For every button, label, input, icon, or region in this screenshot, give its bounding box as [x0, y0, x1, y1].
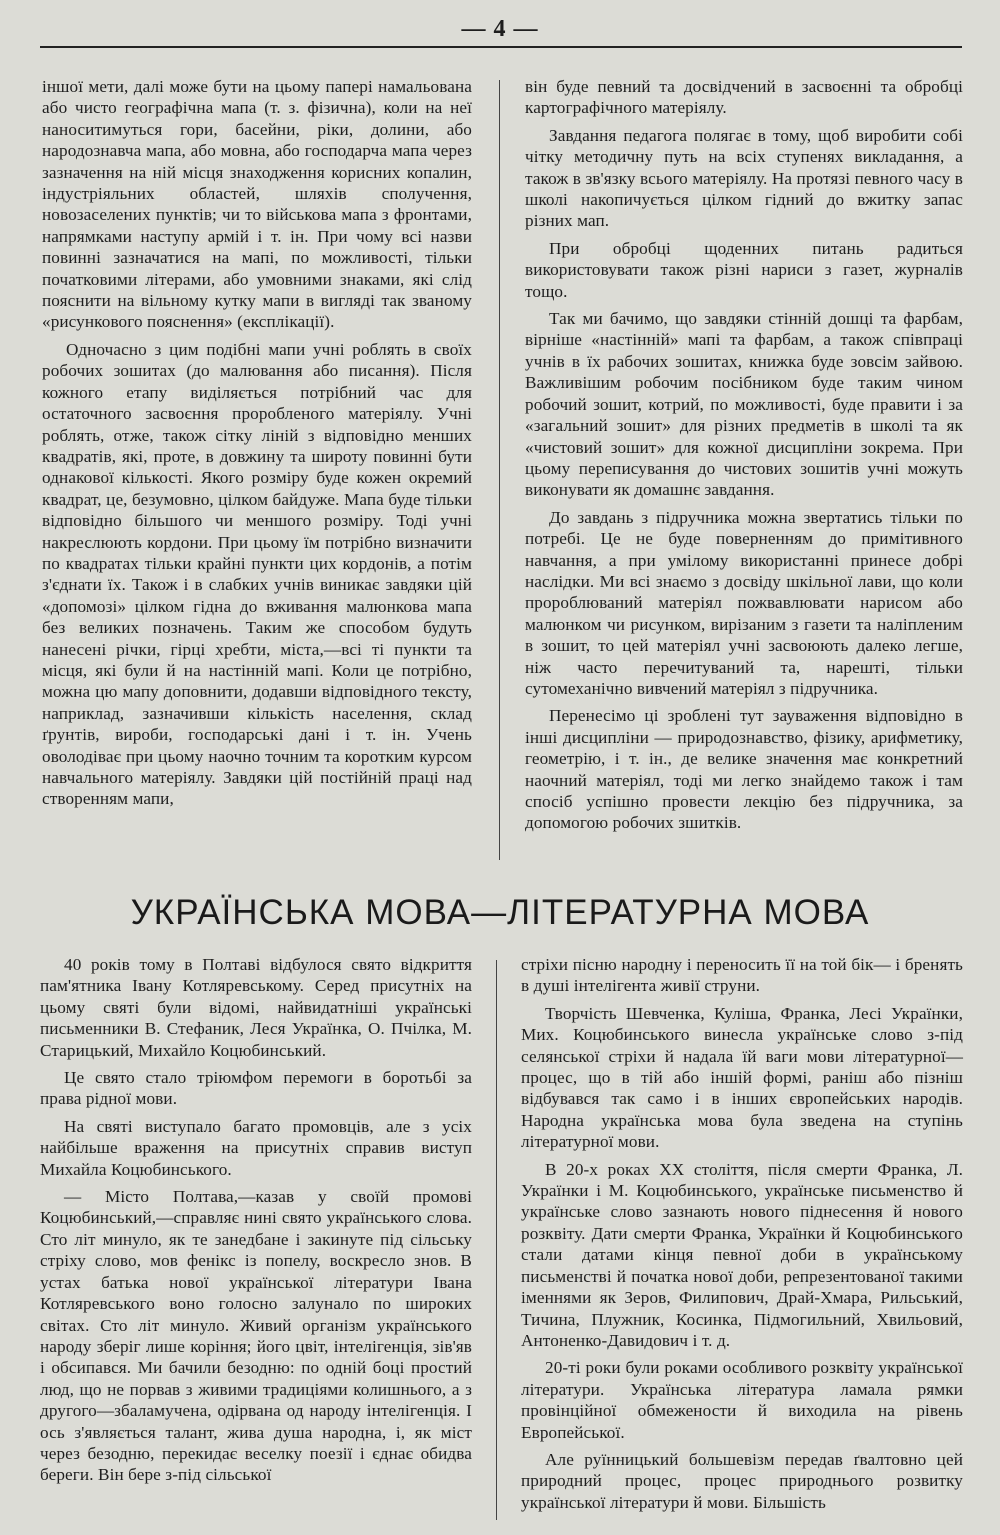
paragraph: Одночасно з цим подібні мапи учні роблять в своїх робочих зошитах (до малювання або писання). Після кожного етапу виділяється потрібний час для остаточного засвоєння проробленого матеріялу. Учні роблять, отже, також сітку ліній з відповідно менших квадратів, які, проте, в довжину та широту повинні бути однакової кількості. Якого розміру буде кожен окремий квадрат, це, безумовно, цілком байдуже. Мапа буде тільки відповідно більшого чи меншого розміру. Тоді учні накреслюють кордони. При цьому їм потрібно визначити по квадратах тільки крайні пункти цих кордонів, а потім з'єднати їх. Також і в слабких учнів виникає завдяки цій «допомозі» цілком гідна до вживання малюнкова мапа без великих позначень. Таким же способом будуть нанесені річки, гірці хребти, міста,—всі ті пункти та місця, які були й на настінній мапі. Коли це потрібно, можна цю мапу доповнити, додавши відповідного тексту, наприклад, зазначивши кількість населення, склад ґрунтів, вироби, господарські дані і т. ін. Учень оволодіває при цьому наочно точним та коротким курсом навчального матеріялу. Завдяки цій постійній праці над створенням мапи,	[42, 339, 472, 809]
paragraph: — Місто Полтава,—казав у своїй промові Коцюбинський,—справляє нині свято українського слова. Сто літ минуло, як те занедбане і закинуте під сільську стріху слово, мов фенікс із попелу, воскресло знов. В устах батька нової української літератури Івана Котляревського воно голосно залунало по широких світах. Сто літ минуло. Живий організм українського народу зберіг лише коріння; його цвіт, інтелігенція, зів'яв і обсипався. Ми бачили безодню: по одній боці простий люд, що не порвав з живими традиціями колишнього, а з другого—збаламучена, одірвана од народу інтелігенція. І ось з'являється талант, жива душа народна, і, як міст через безодню, перекидає веселку поезії і єднає обидва береги. Він бере з-під сільської	[40, 1187, 472, 1485]
paragraph: При обробці щоденних питань радиться використовувати також різні нариси з газет, журналів тощо.	[525, 238, 963, 301]
paragraph: Це свято стало тріюмфом перемоги в боротьбі за права рідної мови.	[40, 1068, 472, 1109]
paragraph: 40 років тому в Полтаві відбулося свято відкриття пам'ятника Івану Котляревському. Серед присутніх на цьому святі були відомі, найвидатніші українські письменники В. Стефаник, Леся Українка, О. Пчілка, М. Старицький, Михайло Коцюбинський.	[40, 955, 472, 1060]
top-right-column	[525, 76, 963, 840]
paragraph: Перенесімо ці зроблені тут зауваження відповідно в інші дисципліни — природознавство, фізику, арифметику, геометрію, і т. ін., де велике значення має конкретний наочний матеріял, тоді ми легко знайдемо також і там спосіб успішно провести лекцію без підручника, за допомогою робочих зшитків.	[525, 706, 963, 833]
paragraph: іншої мети, далі може бути на цьому папері намальована або чисто географічна мапа (т. з. фізична), коли на неї наноситимуться гори, басейни, ріки, долини, або народознавча мапа, або мовна, або господарча мапа через зазначення на ній місця знаходження корисних копалин, індустріяльних областей, шляхів сполучення, новозаселених пунктів; чи то військова мапа з фронтами, напрямками наступу армій і т. ін. При чому всі назви повинні зазначатися на мапі, по можливості, тільки початковими літерами, або умовними знаками, які слід пояснити на вільному кутку мапи в вигляді так званому «рисункового пояснення» (експлікації).	[42, 77, 472, 332]
paragraph: В 20-х роках XX століття, після смерти Франка, Л. Українки і М. Коцюбинського, українське письменство й українське слово зазнають нового піднесення й нового розквіту. Дати смерти Франка, Українки й Коцюбинського стали датами кінця певної доби в українському письменстві й початка нової доби, репрезентованої такими іменнями як Зеров, Филипович, Драй-Хмара, Рильський, Тичина, Плужник, Косинка, Підмогильний, Хвильовий, Антоненко-Давидович і т. д.	[521, 1159, 963, 1350]
paragraph: Так ми бачимо, що завдяки стінній дошці та фарбам, вірніше «настінній» мапі та фарбам, а також співпраці учнів в їх рабочих зошитах, книжка буде зовсім зайвою. Важливішим робочим посібником буде таким чином робочий зошит, котрий, по можливості, буде правити і за «загальний зошит» для різних предметів в школі та як «чистовий зошит» для кожної дисципліни зокрема. При цьому переписування до чистових зошитів учні можуть виконувати як домашнє завдання.	[525, 309, 963, 500]
top-left-column	[42, 76, 472, 816]
paragraph: він буде певний та досвідчений в засвоєнні та обробці картографічного матеріялу.	[525, 77, 963, 118]
paragraph: Завдання педагога полягає в тому, щоб виробити собі чітку методичну путь на всіх ступенях викладання, а також в зв'язку всього матеріялу. На протязі певного часу в школі накопичується цілком гідний до вжитку запас різних мап.	[525, 125, 963, 231]
article-right-column	[521, 954, 963, 1519]
article-title: УКРАЇНСЬКА МОВА—ЛІТЕРАТУРНА МОВА	[130, 893, 870, 932]
paragraph: Але руїнницький большевізм передав ґвалтовно цей природний процес, процес природнього розвитку української літератури й мови. Більшість	[521, 1449, 963, 1512]
paragraph: 20-ті роки були роками особливого розквіту української літератури. Українська література ламала рямки провінційної обмежености й виходила на рівень Европейської.	[521, 1358, 963, 1442]
column-divider	[499, 80, 500, 860]
paragraph: До завдань з підручника можна звертатись тільки по потребі. Це не буде поверненням до примітивного навчання, а при умілому використанні принесе добрі наслідки. Ми всі знаємо з досвіду шкільної лави, що коли пророблюваний матеріял пожвавлювати нарисом або малюнком чи рисунком, вирізаним з газети та наліпленим в зошит, то цей матеріял учні засвоюють далеко легше, ніж часто перечитуваний та, нарешті, тільки сутомеханічно вивчений матеріял з підручника.	[525, 507, 963, 698]
header-rule	[40, 46, 962, 48]
article-left-column	[40, 954, 472, 1492]
paragraph: стріхи пісню народну і переносить її на той бік— і бренять в душі інтелігента живії струни.	[521, 955, 963, 996]
page-number: — 4 —	[461, 16, 539, 42]
column-divider	[496, 960, 497, 1520]
paragraph: Творчість Шевченка, Куліша, Франка, Лесі Українки, Мих. Коцюбинського винесла українське слово з-під селянської стріхи й надала їй ваги мови літературної—процес, що в тій або іншій формі, раніш або пізніш відбувався так само і в інших європейських народів. Народна українська мова була зведена на ступінь літературної мови.	[521, 1003, 963, 1152]
paragraph: На святі виступало багато промовців, але з усіх найбільше враження на присутніх справив виступ Михайла Коцюбинського.	[40, 1116, 472, 1179]
